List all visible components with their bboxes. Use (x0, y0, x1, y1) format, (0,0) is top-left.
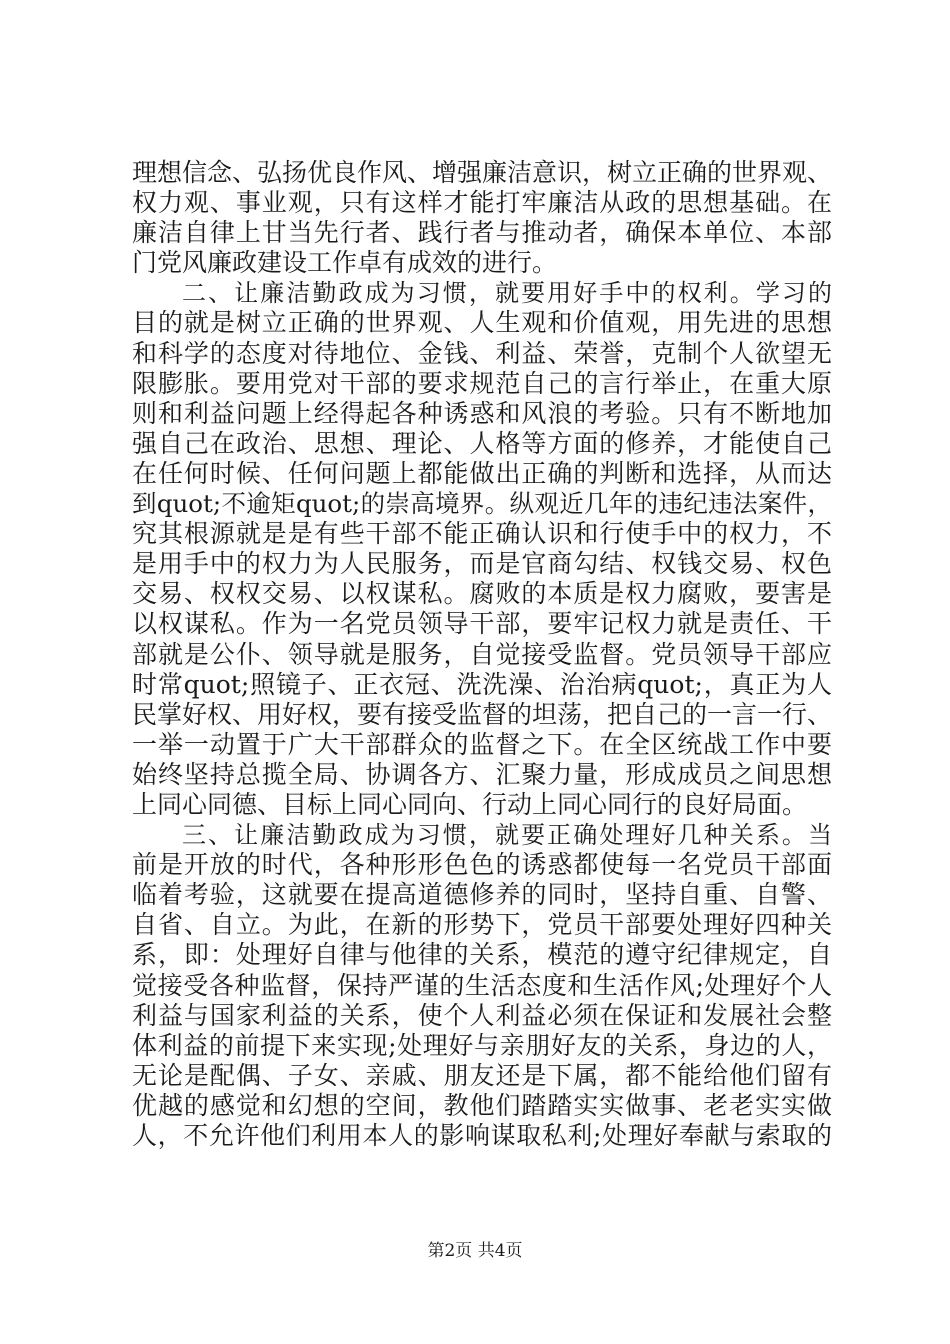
text-line: 三、让廉洁勤政成为习惯，就要正确处理好几种关系。当 (182, 821, 832, 850)
text-line: 前是开放的时代，各种形形色色的诱惑都使每一名党员干部面 (132, 850, 832, 880)
text-line: 以权谋私。作为一名党员领导干部，要牢记权力就是责任、干 (132, 609, 832, 639)
text-line: 无论是配偶、子女、亲戚、朋友还是下属，都不能给他们留有 (132, 1060, 832, 1090)
text-line: 临着考验，这就要在提高道德修养的同时，坚持自重、自警、 (132, 880, 832, 910)
text-line: 和科学的态度对待地位、金钱、利益、荣誉，克制个人欲望无 (132, 338, 832, 368)
text-line: 时常quot;照镜子、正衣冠、洗洗澡、治治病quot;，真正为人 (132, 669, 832, 699)
text-line: 体利益的前提下来实现;处理好与亲朋好友的关系，身边的人， (132, 1030, 832, 1060)
document-body (132, 158, 832, 1151)
text-line: 利益与国家利益的关系，使个人利益必须在保证和发展社会整 (132, 1000, 832, 1030)
text-line: 觉接受各种监督，保持严谨的生活态度和生活作风;处理好个人 (132, 970, 832, 1000)
text-line: 理想信念、弘扬优良作风、增强廉洁意识，树立正确的世界观、 (132, 158, 833, 187)
text-line: 人，不允许他们利用本人的影响谋取私利;处理好奉献与索取的 (132, 1121, 832, 1150)
text-line: 始终坚持总揽全局、协调各方、汇聚力量，形成成员之间思想 (132, 759, 832, 789)
text-line: 门党风廉政建设工作卓有成效的进行。 (132, 248, 558, 278)
text-line: 是用手中的权力为人民服务，而是官商勾结、权钱交易、权色 (132, 549, 832, 579)
page-footer (0, 1240, 950, 1262)
text-line: 究其根源就是是有些干部不能正确认识和行使手中的权力，不 (132, 519, 832, 549)
text-line: 交易、权权交易、以权谋私。腐败的本质是权力腐败，要害是 (132, 579, 832, 609)
page-number-label: 第2页 共4页 (427, 1241, 523, 1261)
text-line: 权力观、事业观，只有这样才能打牢廉洁从政的思想基础。在 (132, 188, 832, 218)
text-line: 在任何时候、任何问题上都能做出正确的判断和选择，从而达 (132, 458, 832, 488)
text-line: 廉洁自律上甘当先行者、践行者与推动者，确保本单位、本部 (132, 218, 832, 248)
text-line: 目的就是树立正确的世界观、人生观和价值观，用先进的思想 (132, 308, 832, 338)
text-line: 到quot;不逾矩quot;的崇高境界。纵观近几年的违纪违法案件， (132, 489, 832, 519)
text-line: 民掌好权、用好权，要有接受监督的坦荡，把自己的一言一行、 (132, 699, 833, 729)
text-line: 优越的感觉和幻想的空间，教他们踏踏实实做事、老老实实做 (132, 1090, 832, 1120)
text-line: 则和利益问题上经得起各种诱惑和风浪的考验。只有不断地加 (132, 398, 832, 428)
text-line: 强自己在政治、思想、理论、人格等方面的修养，才能使自己 (132, 428, 832, 458)
text-line: 系，即：处理好自律与他律的关系，模范的遵守纪律规定，自 (132, 940, 832, 970)
text-line: 上同心同德、目标上同心同向、行动上同心同行的良好局面。 (132, 789, 808, 819)
text-line: 一举一动置于广大干部群众的监督之下。在全区统战工作中要 (132, 729, 832, 759)
text-line: 部就是公仆、领导就是服务，自觉接受监督。党员领导干部应 (132, 639, 832, 669)
text-line: 自省、自立。为此，在新的形势下，党员干部要处理好四种关 (132, 910, 832, 940)
text-line: 限膨胀。要用党对干部的要求规范自己的言行举止，在重大原 (132, 368, 832, 398)
text-line: 二、让廉洁勤政成为习惯，就要用好手中的权利。学习的 (182, 279, 832, 308)
